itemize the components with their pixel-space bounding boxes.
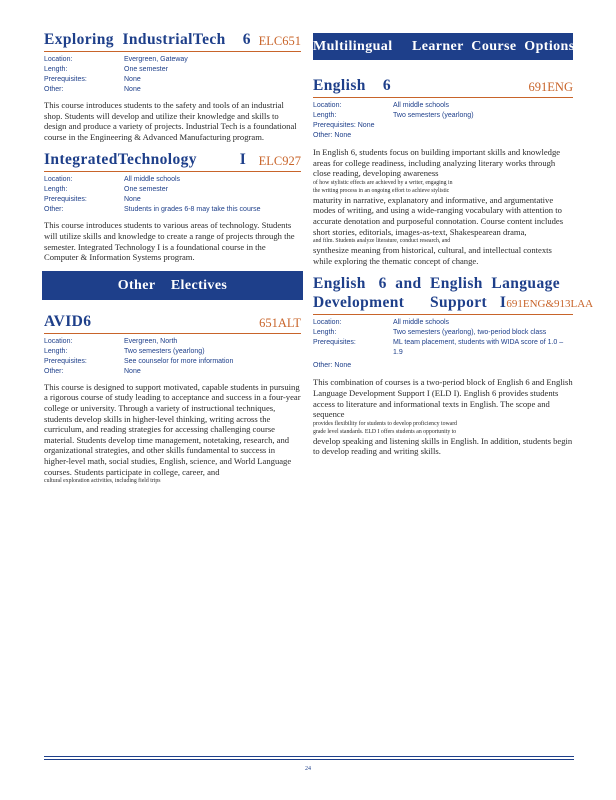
- course-english-6-eld-support: [313, 274, 594, 457]
- course-meta: [313, 318, 573, 371]
- meta-location: [44, 175, 301, 185]
- course-title-line-1: English 6 and English Language: [313, 275, 561, 293]
- course-title: IntegratedTechnology I: [44, 151, 247, 169]
- course-avid6: [44, 312, 301, 485]
- footer-rule-top: [44, 756, 574, 757]
- left-column: [44, 30, 301, 493]
- meta-value: None: [124, 196, 141, 204]
- meta-value: All middle schools: [393, 102, 450, 109]
- meta-value: ML team placement, students with WIDA score of 1.0 – 1.9: [393, 339, 564, 357]
- meta-value: One semester: [124, 66, 168, 73]
- course-meta: [44, 337, 301, 377]
- course-code: ELC651: [258, 34, 301, 48]
- course-meta: [44, 55, 301, 95]
- description-text: This combination of courses is a two-period block of English 6 and English Language Development Support I (ELD I). English 6 provides students access to literature and informational texts in English. The scope and sequence: [313, 377, 573, 420]
- meta-value: None: [124, 367, 141, 375]
- course-description: [313, 377, 573, 457]
- meta-key: Length:: [44, 347, 68, 355]
- course-english-6: [313, 76, 573, 266]
- course-header: [44, 150, 301, 172]
- description-small-text: and film. Students analyze literature, conduct research, and: [313, 238, 451, 245]
- description-small-text: of how stylistic effects are achieved by a writer, engaging in: [313, 179, 453, 186]
- footer-rule-bottom: [44, 759, 574, 760]
- course-exploring-industrial-tech: [44, 30, 301, 142]
- course-description: [44, 382, 301, 485]
- meta-key: Prerequisites:: [313, 339, 356, 347]
- meta-key: Length:: [44, 66, 68, 73]
- description-text: In English 6, students focus on building important skills and knowledge areas for college readiness, including analyzing literary works through close reading, developing awareness: [313, 147, 561, 179]
- meta-value: One semester: [124, 186, 168, 194]
- course-code: ELC927: [258, 154, 301, 169]
- meta-key: Other:: [44, 86, 64, 93]
- meta-value: Two semesters (yearlong): [393, 112, 474, 119]
- course-code: 691ENG&913LAA: [506, 298, 594, 311]
- meta-key: Length:: [313, 329, 337, 337]
- course-description: [313, 147, 573, 266]
- meta-value: Two semesters (yearlong), two-period block class: [393, 329, 547, 337]
- meta-key: Prerequisites:: [44, 357, 87, 365]
- course-code: 691ENG: [528, 80, 573, 94]
- meta-value: None: [124, 76, 141, 83]
- description-small-text: provides flexibility for students to develop proficiency toward: [313, 420, 458, 427]
- meta-key: Other:: [44, 206, 64, 214]
- course-title: AVID6: [44, 312, 92, 330]
- right-column: [313, 33, 594, 465]
- description-small-text: the writing process in an ongoing effort to achieve stylistic: [313, 187, 450, 194]
- course-integrated-technology: [44, 150, 301, 262]
- meta-prerequisites: [313, 338, 573, 358]
- meta-value: Students in grades 6-8 may take this course: [124, 206, 261, 214]
- meta-length: [44, 65, 301, 75]
- meta-location: [313, 101, 573, 111]
- description-small-text: grade level standards. ELD I offers students an opportunity to: [313, 428, 457, 435]
- course-description: This course introduces students to various areas of technology. Students will utilize skills and knowledge to create a range of projects through the semester. Integrated Technology I is a foundational course in the Computer & Information Systems program.: [44, 220, 295, 263]
- meta-key: Location:: [44, 337, 73, 345]
- meta-location: [44, 337, 301, 347]
- meta-length: [313, 111, 573, 121]
- meta-key: Location:: [44, 56, 73, 63]
- meta-value: All middle schools: [393, 319, 450, 327]
- course-code: 651ALT: [259, 315, 301, 330]
- meta-other: Other: None: [313, 132, 352, 139]
- course-header: [313, 76, 573, 98]
- meta-location: [44, 55, 301, 65]
- meta-other: [44, 85, 301, 95]
- section-band-other-electives: Other Electives: [42, 271, 303, 300]
- meta-prerequisites: Prerequisites: None: [313, 122, 375, 129]
- course-header: [44, 30, 301, 52]
- description-text: maturity in narrative, explanatory and informative, and argumentative modes of writing, and using a wide-ranging vocabulary with attention to accurate denotation and purposeful connotation. Course content includes short stories, editorials, images-as-text, Shakespearean drama,: [313, 194, 564, 237]
- meta-prerequisites: [44, 357, 301, 367]
- description-text: This course is designed to support motivated, capable students in pursuing a rigorous course of study leading to acceptance and success in a four-year college or university. Through a variety of instructional techniques, students develop skills in higher-level thinking, writing across the curriculum, and reading strategies for accessing challenging course material. Students develop time management, notetaking, research, and organizational strategies, and other skills fundamental to success in higher-level math, social studies, English, science, and World Language courses. Students participate in college, career, and: [44, 381, 301, 477]
- meta-value: See counselor for more information: [124, 357, 234, 365]
- meta-key: Location:: [313, 102, 342, 109]
- meta-key: Location:: [44, 176, 73, 184]
- course-header: [313, 293, 594, 315]
- meta-value: Evergreen, Gateway: [124, 56, 188, 63]
- meta-prerequisites: [44, 75, 301, 85]
- meta-length: [44, 185, 301, 195]
- course-title: English 6: [313, 77, 392, 94]
- meta-length: [313, 328, 573, 338]
- section-band-multilingual-learner: Multilingual Learner Course Options: [313, 33, 573, 60]
- description-small-text: cultural exploration activities, including field trips: [44, 478, 161, 485]
- meta-length: [44, 347, 301, 357]
- course-title: Exploring IndustrialTech 6: [44, 31, 251, 48]
- meta-prerequisites: [44, 195, 301, 205]
- description-text: synthesize meaning from historical, cultural, and intellectual contexts while exploring the thematic concept of change.: [313, 245, 552, 266]
- meta-location: [313, 318, 573, 328]
- course-title-line-2: Development Support I: [313, 294, 507, 312]
- course-meta: [44, 175, 301, 215]
- page-number: 24: [305, 766, 311, 772]
- course-description: This course introduces students to the safety and tools of an industrial shop. Students will develop and utilize their knowledge and skills to design and produce a variety of projects. Industrial Tech is a foundational course in the Engineering & Advanced Manufacturing program.: [44, 100, 297, 142]
- meta-key: Prerequisites:: [44, 76, 87, 83]
- meta-other: [44, 205, 301, 215]
- meta-key: Location:: [313, 319, 342, 327]
- meta-value: None: [124, 86, 141, 93]
- meta-value: Two semesters (yearlong): [124, 347, 205, 355]
- meta-key: Length:: [313, 112, 337, 119]
- meta-other: Other: None: [313, 362, 352, 370]
- meta-key: Other:: [44, 367, 64, 375]
- course-header: [44, 312, 301, 334]
- meta-key: Length:: [44, 186, 68, 194]
- description-text: develop speaking and listening skills in English. In addition, students begin to develop reading and writing skills.: [313, 435, 573, 457]
- meta-key: Prerequisites:: [44, 196, 87, 204]
- meta-other: [44, 367, 301, 377]
- meta-value: All middle schools: [124, 176, 181, 184]
- course-meta: [313, 101, 573, 141]
- meta-value: Evergreen, North: [124, 337, 178, 345]
